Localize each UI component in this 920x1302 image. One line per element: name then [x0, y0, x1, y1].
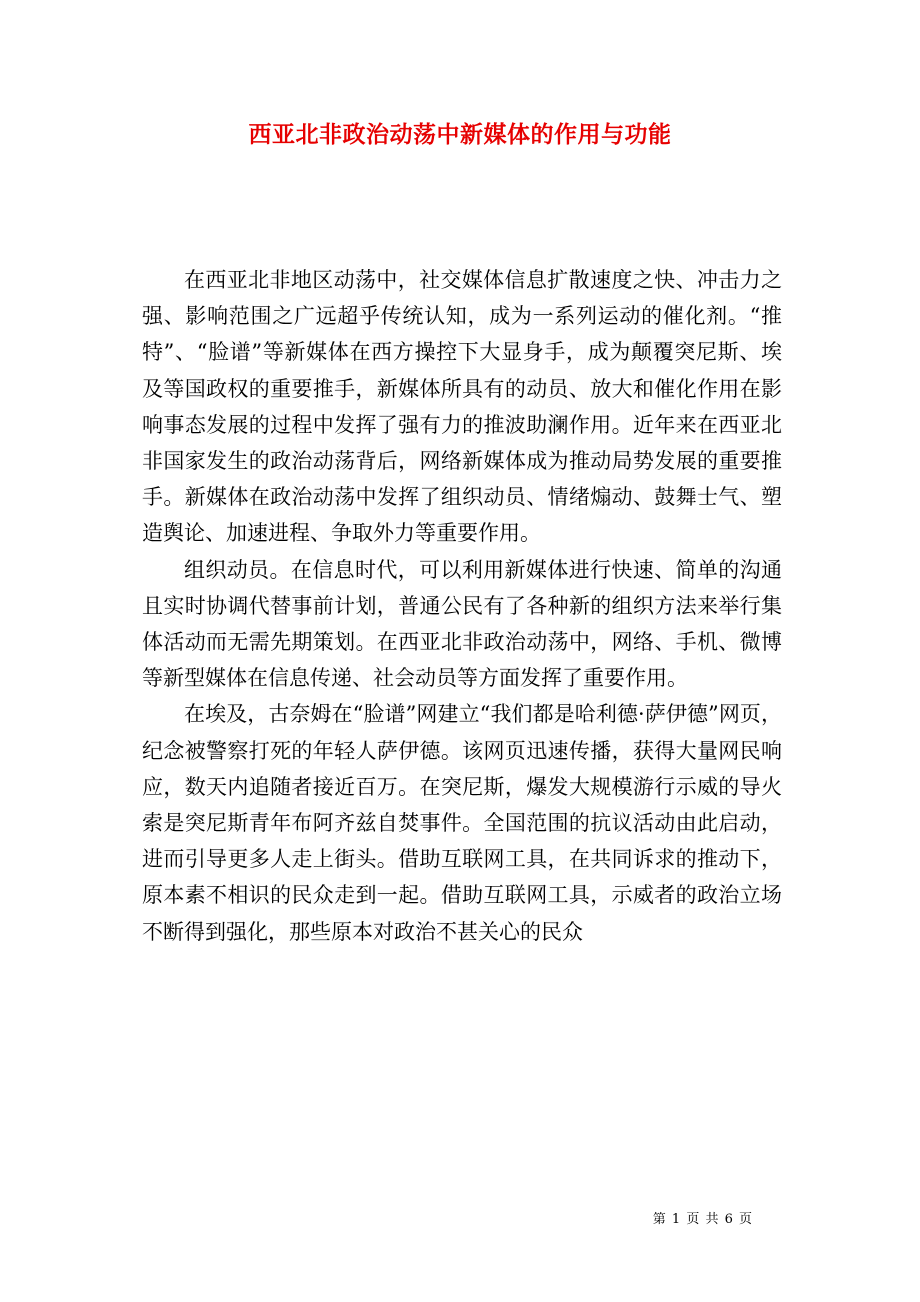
page-number: 第 1 页 共 6 页 [652, 1212, 753, 1227]
document-body [142, 262, 782, 950]
paragraph-egypt-tunisia: 在埃及，古奈姆在“脸谱”网建立“我们都是哈利德·萨伊德”网页，纪念被警察打死的年轻人萨伊德。该网页迅速传播，获得大量网民响应，数天内追随者接近百万。在突尼斯，爆发大规模游行示威的导火索是突尼斯青年布阿齐兹自焚事件。全国范围的抗议活动由此启动，进而引导更多人走上街头。借助互联网工具，在共同诉求的推动下，原本素不相识的民众走到一起。借助互联网工具，示威者的政治立场不断得到强化，那些原本对政治不甚关心的民众 [142, 702, 782, 944]
paragraph-organize-mobilize: 组织动员。在信息时代，可以利用新媒体进行快速、简单的沟通且实时协调代替事前计划，普通公民有了各种新的组织方法来举行集体活动而无需先期策划。在西亚北非政治动荡中，网络、手机、微博等新型媒体在信息传递、社会动员等方面发挥了重要作用。 [142, 557, 782, 691]
document-title: 西亚北非政治动荡中新媒体的作用与功能 [248, 121, 672, 148]
paragraph-intro: 在西亚北非地区动荡中，社交媒体信息扩散速度之快、冲击力之强、影响范围之广远超乎传统认知，成为一系列运动的催化剂。“推特”、“脸谱”等新媒体在西方操控下大显身手，成为颠覆突尼斯、埃及等国政权的重要推手，新媒体所具有的动员、放大和催化作用在影响事态发展的过程中发挥了强有力的推波助澜作用。近年来在西亚北非国家发生的政治动荡背后，网络新媒体成为推动局势发展的重要推手。新媒体在政治动荡中发挥了组织动员、情绪煽动、鼓舞士气、塑造舆论、加速进程、争取外力等重要作用。 [142, 268, 782, 546]
